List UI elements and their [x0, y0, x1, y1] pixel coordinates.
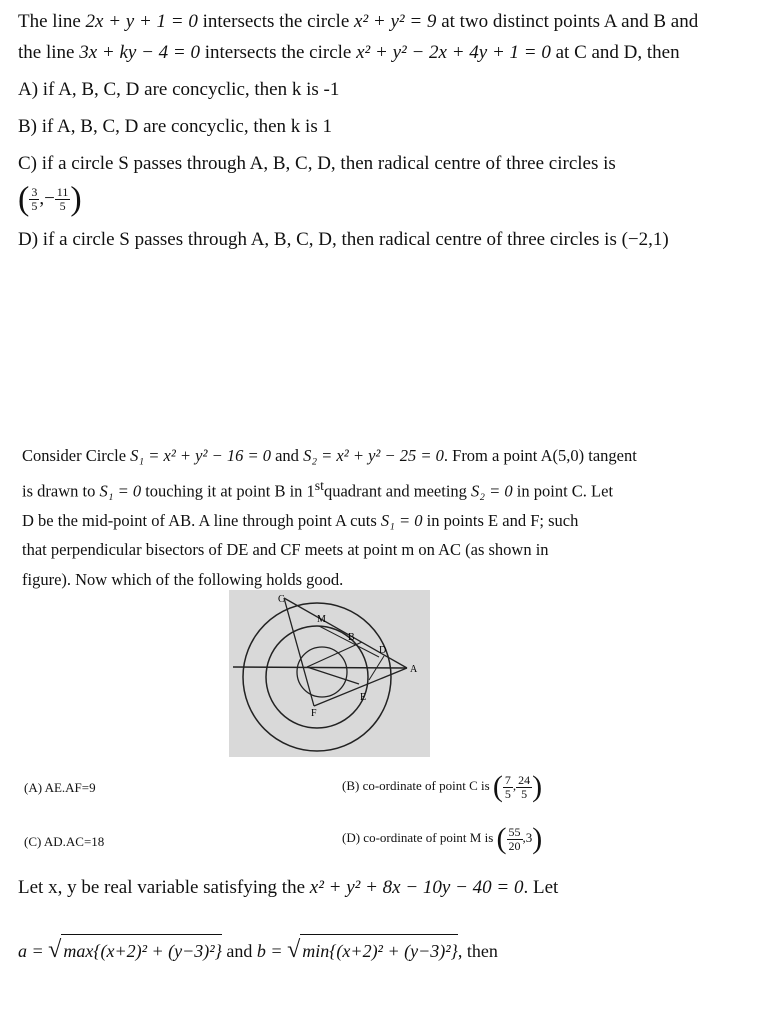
numerator: 24 [518, 772, 531, 787]
q2-line-4: that perpendicular bisectors of DE and CF meets at point m on AC (as shown in [22, 540, 549, 559]
q2-line-2 [22, 471, 748, 506]
denominator: 20 [508, 838, 521, 853]
question-2 [22, 441, 748, 594]
radicand: max{(x+2)² + (y−3)²} [61, 934, 222, 967]
text: and [226, 941, 253, 961]
q1-option-d [18, 224, 748, 255]
text: Consider Circle [22, 446, 127, 465]
q2-option-a: (A) AE.AF=9 [24, 780, 96, 795]
label-m: M [317, 614, 326, 625]
text: intersects the circle [202, 11, 350, 32]
equation: S₁ = 0 [99, 481, 142, 500]
q2-option-b: (B) co-ordinate of point C is ( $\frac{7}{5}$ , $\frac{24}{5}$ ) [342, 770, 543, 803]
q2-line-3 [22, 506, 748, 536]
q2-line-5: figure). Now which of the following holds good. [22, 569, 344, 589]
value: (−2,1) [621, 228, 669, 250]
denominator: 5 [521, 786, 528, 801]
q1-option-c: C) if a circle S passes through A, B, C, D, then radical centre of three circles is [18, 153, 616, 174]
text: intersects the circle [204, 42, 352, 63]
q1-statement-line-2 [18, 37, 748, 68]
diameter-line [233, 667, 407, 668]
equation: S₁ = 0 [380, 510, 423, 530]
outer-circle [243, 603, 391, 751]
label-a: A [410, 664, 418, 675]
radius-ob [307, 642, 362, 667]
text: and [275, 446, 299, 465]
equation: x² + y² + 8x − 10y − 40 = 0 [309, 877, 524, 898]
question-3 [18, 872, 748, 967]
q1-statement-line-1 [18, 6, 748, 37]
text: , then [457, 941, 498, 961]
numerator: 3 [31, 185, 38, 200]
equation: S₁ = x² + y² − 16 = 0 [130, 446, 271, 465]
text: ,3 [522, 829, 533, 845]
text: . Let [523, 877, 559, 898]
numerator: 55 [508, 824, 521, 839]
equation: 3x + ky − 4 = 0 [79, 42, 200, 63]
q2-option-d: (D) co-ordinate of point M is ( $\frac{55}{20}$ ,3) [342, 822, 543, 855]
figure-diagram [229, 590, 430, 757]
text: D be the mid-point of AB. A line through point A cuts [22, 510, 377, 530]
text: a = [18, 941, 44, 961]
text: at two distinct points A and B and [441, 11, 699, 32]
geometry-figure [229, 590, 430, 757]
denominator: 5 [504, 786, 511, 801]
equation: S₂ = x² + y² − 25 = 0 [303, 446, 444, 465]
text: D) if a circle S passes through A, B, C, D, then radical centre of three circles is [18, 228, 617, 250]
text: the line [18, 42, 75, 63]
q3-line-1 [18, 872, 748, 904]
text: in point C. Let [516, 481, 614, 500]
text: quadrant and meeting [323, 481, 467, 500]
label-b: B [348, 632, 355, 643]
text: in points E and F; such [426, 510, 579, 530]
segment-oe [307, 667, 359, 684]
separator: ,− [39, 188, 55, 209]
equation: S₂ = 0 [471, 481, 513, 500]
q3-line-2: a = √ max{(x+2)² + (y−3)²} and b = √ min{(x+2)² + (y−3)²}, then [18, 934, 748, 967]
label-c: C [278, 594, 285, 605]
q1-option-b: B) if A, B, C, D are concyclic, then k is 1 [18, 116, 332, 137]
numerator: 7 [504, 772, 511, 787]
label-e: E [360, 692, 367, 703]
text: (D) co-ordinate of point M is [342, 829, 494, 845]
text: at C and D, then [555, 42, 680, 63]
superscript: st [314, 477, 324, 493]
label-f: F [311, 708, 317, 719]
text: . From a point A(5,0) tangent [443, 446, 637, 465]
question-1 [18, 6, 748, 255]
q2-option-c: (C) AD.AC=18 [24, 834, 105, 849]
radicand: min{(x+2)² + (y−3)²} [300, 934, 458, 967]
text: (B) co-ordinate of point C is [342, 777, 490, 793]
equation: x² + y² − 2x + 4y + 1 = 0 [356, 42, 551, 63]
q2-line-1 [22, 441, 748, 471]
equation: 2x + y + 1 = 0 [85, 11, 198, 32]
text: Let x, y be real variable satisfying the [18, 877, 306, 898]
numerator: 11 [56, 185, 69, 200]
text: b = [256, 941, 283, 961]
equation: x² + y² = 9 [354, 11, 437, 32]
chord-cf [284, 598, 314, 706]
label-d: D [379, 645, 387, 656]
text: touching it at point B in 1 [145, 481, 315, 500]
denominator: 5 [59, 199, 66, 214]
q1-option-a: A) if A, B, C, D are concyclic, then k is -1 [18, 79, 340, 100]
denominator: 5 [31, 199, 38, 214]
text: The line [18, 11, 81, 32]
text: is drawn to [22, 481, 96, 500]
q1-option-c-value: ( $\frac{3}{5}$ ,− $\frac{11}{5}$ ) [18, 180, 82, 218]
